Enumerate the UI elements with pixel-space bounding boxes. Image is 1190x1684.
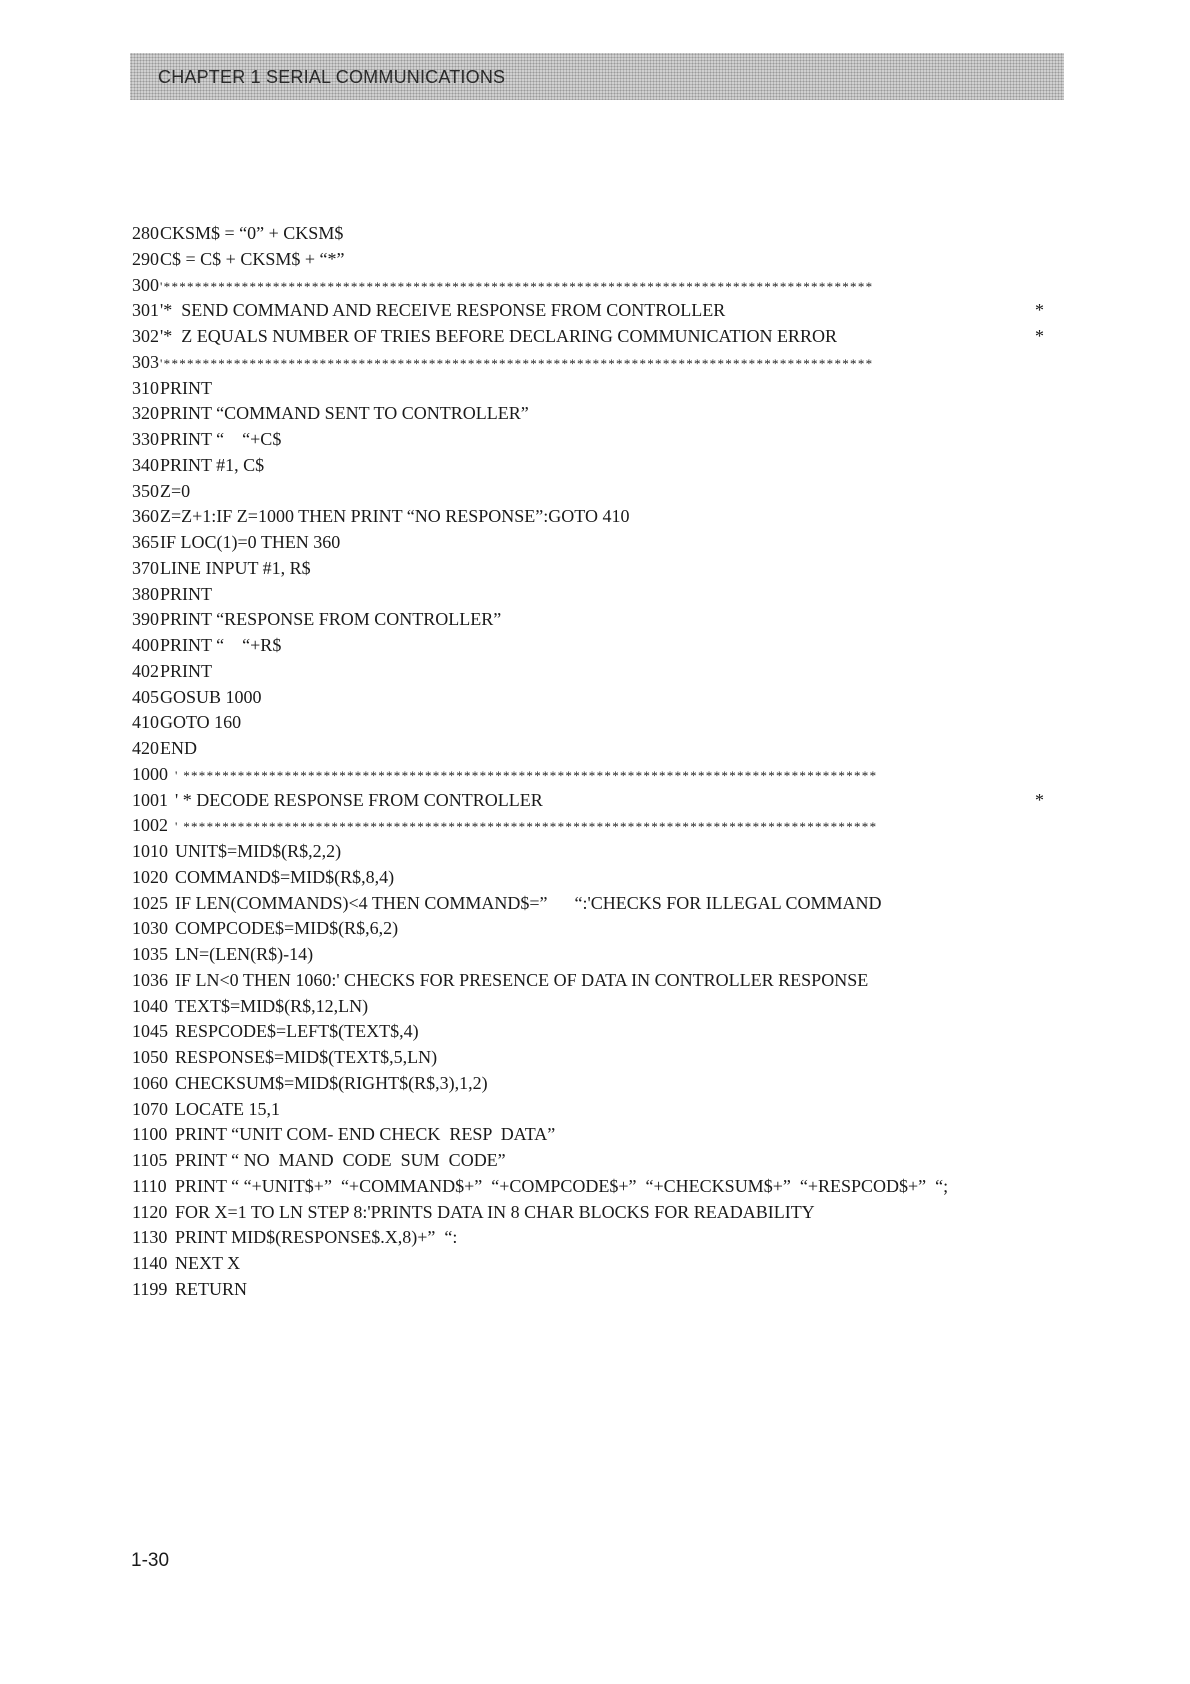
code-line	[132, 376, 1064, 402]
line-number: 1140	[132, 1253, 168, 1273]
line-number: 1130	[132, 1227, 168, 1248]
line-number: 1020	[132, 866, 168, 887]
code-text: PRINT “ “+UNIT$+” “+COMMAND$+” “+COMPCODE$+” “+CHECKSUM$+” “+RESPCOD$+” “;	[175, 1175, 949, 1196]
line-number: 400	[132, 635, 159, 655]
code-line	[132, 1122, 1064, 1148]
line-number: 290	[132, 248, 159, 269]
line-number: 1070	[132, 1098, 168, 1119]
code-line	[132, 710, 1064, 736]
line-number: 380	[132, 583, 159, 604]
line-number: 1001	[132, 789, 168, 810]
code-text: TEXT$=MID$(R$,12,LN)	[175, 995, 369, 1016]
page-number: 1-30	[131, 1550, 170, 1571]
line-number: 360	[132, 506, 159, 527]
line-number: 1110	[132, 1175, 167, 1196]
line-number: 1030	[132, 918, 168, 939]
comment-divider: '*******************************************************************************************	[160, 278, 874, 294]
code-text: IF LN<0 THEN 1060:' CHECKS FOR PRESENCE OF DATA IN CONTROLLER RESPONSE	[175, 969, 869, 990]
code-line	[132, 762, 1064, 788]
code-text: GOSUB 1000	[160, 686, 262, 707]
line-number: 1000	[132, 763, 168, 784]
code-text: C$ = C$ + CKSM$ + “*”	[160, 248, 345, 269]
code-text: Z=Z+1:IF Z=1000 THEN PRINT “NO RESPONSE”:GOTO 410	[160, 506, 630, 527]
code-line	[132, 221, 1064, 247]
line-number: 1035	[132, 944, 168, 964]
code-text: PRINT MID$(RESPONSE$.X,8)+” “:	[175, 1227, 458, 1248]
code-line	[132, 994, 1064, 1020]
code-line	[132, 1251, 1064, 1277]
line-number: 330	[132, 429, 159, 449]
line-number: 1050	[132, 1047, 168, 1067]
line-number: 405	[132, 686, 159, 707]
comment-divider: ' *****************************************************************************************	[175, 767, 878, 783]
code-line	[132, 1174, 1064, 1200]
comment-end-star: *	[1035, 326, 1044, 346]
line-number: 365	[132, 532, 159, 552]
code-text: LINE INPUT #1, R$	[160, 557, 311, 578]
code-text: PRINT “COMMAND SENT TO CONTROLLER”	[160, 403, 529, 424]
code-line	[132, 401, 1064, 427]
comment-divider: '*******************************************************************************************	[160, 355, 874, 371]
code-line	[132, 273, 1064, 299]
line-number: 1045	[132, 1021, 168, 1042]
code-line	[132, 1019, 1064, 1045]
code-line	[132, 1200, 1064, 1226]
comment-end-star: *	[1035, 300, 1044, 321]
code-line	[132, 530, 1064, 556]
line-number: 1025	[132, 892, 168, 913]
code-line	[132, 504, 1064, 530]
code-line	[132, 839, 1064, 865]
code-line	[132, 479, 1064, 505]
line-number: 390	[132, 609, 159, 630]
code-line	[132, 659, 1064, 685]
code-line	[132, 1071, 1064, 1097]
line-number: 1199	[132, 1278, 168, 1299]
code-text: IF LOC(1)=0 THEN 360	[160, 532, 341, 552]
code-text: PRINT “ “+R$	[160, 635, 282, 655]
code-text: COMMAND$=MID$(R$,8,4)	[175, 866, 395, 887]
line-number: 280	[132, 223, 159, 243]
line-number: 370	[132, 557, 159, 578]
line-number: 300	[132, 274, 159, 295]
line-number: 302	[132, 326, 159, 346]
code-text: PRINT “UNIT COM- END CHECK RESP DATA”	[175, 1124, 556, 1145]
code-line	[132, 891, 1064, 917]
line-number: 1100	[132, 1124, 168, 1145]
line-number: 1010	[132, 841, 168, 861]
code-text: END	[160, 738, 197, 758]
code-line	[132, 350, 1064, 376]
code-line	[132, 324, 1064, 350]
line-number: 410	[132, 712, 159, 733]
line-number: 1040	[132, 995, 168, 1016]
code-text: PRINT “ NO MAND CODE SUM CODE”	[175, 1150, 506, 1170]
code-text: Z=0	[160, 480, 191, 501]
code-text: PRINT #1, C$	[160, 454, 265, 475]
code-text: LOCATE 15,1	[175, 1098, 280, 1119]
code-line	[132, 916, 1064, 942]
code-text: PRINT	[160, 583, 213, 604]
code-line	[132, 453, 1064, 479]
line-number: 1105	[132, 1150, 168, 1170]
code-line	[132, 633, 1064, 659]
line-number: 303	[132, 351, 159, 372]
line-number: 350	[132, 480, 159, 501]
code-text: COMPCODE$=MID$(R$,6,2)	[175, 918, 399, 939]
code-line	[132, 942, 1064, 968]
code-text: PRINT	[160, 660, 213, 681]
code-text: PRINT “RESPONSE FROM CONTROLLER”	[160, 609, 502, 630]
comment-divider: ' *****************************************************************************************	[175, 819, 878, 835]
code-line	[132, 968, 1064, 994]
chapter-title: CHAPTER 1 SERIAL COMMUNICATIONS	[158, 67, 506, 87]
line-number: 1060	[132, 1072, 168, 1093]
code-line	[132, 788, 1064, 814]
code-line	[132, 1045, 1064, 1071]
code-text: CHECKSUM$=MID$(RIGHT$(R$,3),1,2)	[175, 1072, 488, 1093]
line-number: 402	[132, 660, 159, 681]
code-line	[132, 685, 1064, 711]
line-number: 310	[132, 377, 159, 398]
code-text: PRINT	[160, 377, 213, 398]
code-line	[132, 427, 1064, 453]
code-text: ' * DECODE RESPONSE FROM CONTROLLER	[175, 789, 543, 810]
code-line	[132, 736, 1064, 762]
line-number: 301	[132, 300, 159, 321]
comment-end-star: *	[1035, 789, 1044, 810]
code-text: RESPONSE$=MID$(TEXT$,5,LN)	[175, 1047, 438, 1067]
code-line	[132, 582, 1064, 608]
chapter-header-band	[130, 53, 1064, 100]
code-line	[132, 1225, 1064, 1251]
code-text: '* SEND COMMAND AND RECEIVE RESPONSE FROM CONTROLLER	[160, 300, 726, 321]
code-line	[132, 1148, 1064, 1174]
code-text: LN=(LEN(R$)-14)	[175, 944, 314, 964]
code-listing	[132, 221, 1064, 1303]
line-number: 1036	[132, 969, 168, 990]
code-line	[132, 865, 1064, 891]
code-text: NEXT X	[175, 1253, 241, 1273]
line-number: 420	[132, 738, 159, 758]
line-number: 1120	[132, 1201, 168, 1222]
code-text: RESPCODE$=LEFT$(TEXT$,4)	[175, 1021, 419, 1042]
line-number: 340	[132, 454, 159, 475]
code-line	[132, 813, 1064, 839]
code-line	[132, 1097, 1064, 1123]
code-line	[132, 247, 1064, 273]
code-line	[132, 607, 1064, 633]
code-text: RETURN	[175, 1278, 247, 1299]
code-text: IF LEN(COMMANDS)<4 THEN COMMAND$=” “:'CHECKS FOR ILLEGAL COMMAND	[175, 892, 882, 913]
code-line	[132, 298, 1064, 324]
code-text: GOTO 160	[160, 712, 242, 733]
code-text: CKSM$ = “0” + CKSM$	[160, 223, 344, 243]
line-number: 1002	[132, 815, 168, 836]
code-text: PRINT “ “+C$	[160, 429, 282, 449]
code-line	[132, 556, 1064, 582]
line-number: 320	[132, 403, 159, 424]
code-text: UNIT$=MID$(R$,2,2)	[175, 841, 342, 861]
code-text: '* Z EQUALS NUMBER OF TRIES BEFORE DECLARING COMMUNICATION ERROR	[160, 326, 837, 346]
code-text: FOR X=1 TO LN STEP 8:'PRINTS DATA IN 8 CHAR BLOCKS FOR READABILITY	[175, 1201, 815, 1222]
code-line	[132, 1277, 1064, 1303]
